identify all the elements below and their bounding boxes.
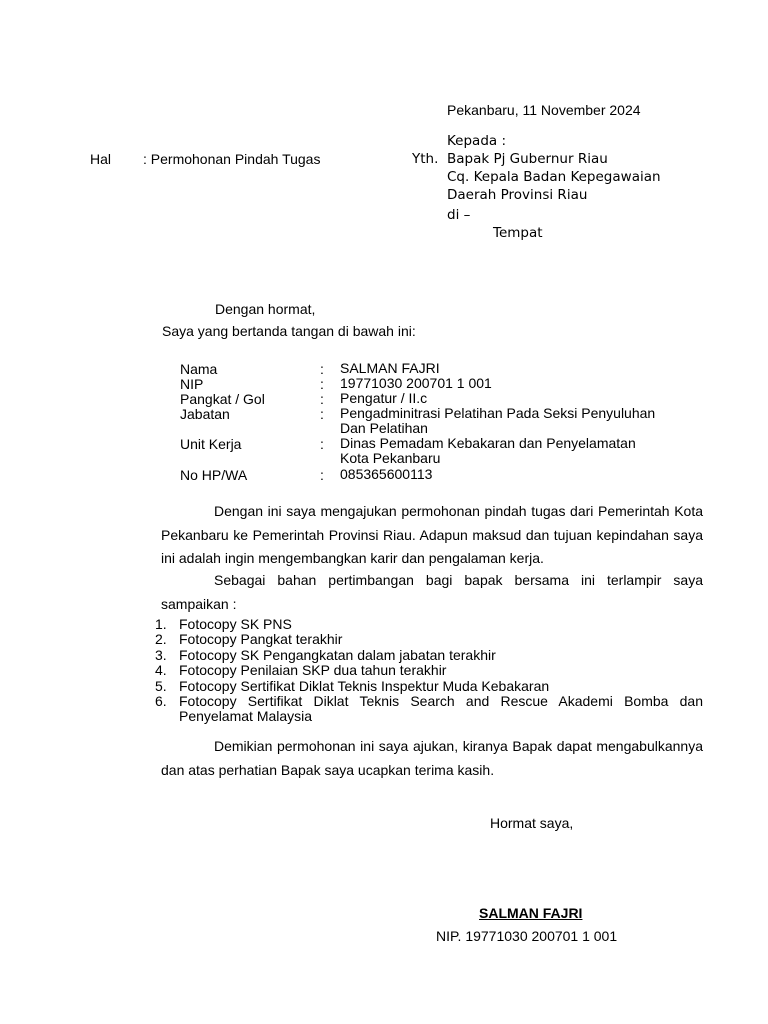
list-item-text: Fotocopy Pangkat terakhir (179, 631, 343, 648)
identity-value-continued: Dan Pelatihan (340, 420, 428, 436)
list-item (155, 617, 703, 632)
list-item (155, 632, 703, 647)
list-item-number: 4. (155, 662, 167, 679)
recipient-line-4: di – (447, 207, 471, 223)
greeting: Dengan hormat, (215, 301, 316, 317)
identity-value: 19771030 200701 1 001 (340, 375, 492, 391)
kepada-label: Kepada : (447, 133, 507, 149)
identity-colon: : (320, 406, 324, 422)
list-item (155, 648, 703, 663)
list-item-text: Fotocopy SK Pengangkatan dalam jabatan terakhir (179, 646, 496, 663)
identity-label: Nama (180, 361, 218, 377)
list-item (155, 694, 703, 725)
identity-value: Pengadminitrasi Pelatihan Pada Seksi Penyuluhan (340, 405, 656, 421)
attachment-list (155, 617, 703, 725)
recipient-line-3: Daerah Provinsi Riau (447, 187, 588, 203)
identity-colon: : (320, 436, 324, 452)
body-paragraph-attachments-intro: Sebagai bahan pertimbangan bagi bapak bersama ini terlampir saya sampaikan : (161, 572, 703, 612)
identity-value-continued: Kota Pekanbaru (340, 450, 441, 466)
list-item-text: Fotocopy SK PNS (179, 616, 292, 632)
intro-text: Saya yang bertanda tangan di bawah ini: (162, 323, 416, 339)
identity-value: Pengatur / II.c (340, 390, 428, 406)
list-item-number: 2. (155, 631, 167, 648)
body-paragraph-closing: Demikian permohonan ini saya ajukan, kiranya Bapak dapat mengabulkannya dan atas perhatian Bapak saya ucapkan terima kasih. (161, 738, 703, 778)
identity-label: NIP (180, 376, 204, 392)
place-date: Pekanbaru, 11 November 2024 (447, 102, 641, 118)
list-item-text: Fotocopy Penilaian SKP dua tahun terakhir (179, 662, 447, 679)
list-item-number: 3. (155, 646, 167, 663)
identity-colon: : (320, 376, 324, 392)
recipient-line-1: Bapak Pj Gubernur Riau (447, 151, 608, 167)
body-paragraph-request: Dengan ini saya mengajukan permohonan pindah tugas dari Pemerintah Kota Pekanbaru ke Pemerintah Provinsi Riau. Adapun maksud dan tujuan kepindahan saya ini adalah ingin mengembangkan karir dan pengalaman kerja. (161, 503, 703, 566)
list-item-number: 1. (155, 616, 167, 632)
identity-label: No HP/WA (180, 467, 248, 483)
recipient-line-2: Cq. Kepala Badan Kepegawaian (447, 169, 661, 185)
list-item-number: 5. (155, 677, 167, 694)
identity-value: Dinas Pemadam Kebakaran dan Penyelamatan (340, 435, 636, 451)
list-item (155, 663, 703, 678)
identity-colon: : (320, 467, 324, 483)
identity-label: Pangkat / Gol (180, 391, 265, 407)
identity-label: Unit Kerja (180, 436, 242, 452)
subject-label: Hal (90, 151, 112, 167)
list-item-text: Fotocopy Sertifikat Diklat Teknis Inspektur Muda Kebakaran (179, 677, 550, 694)
identity-label: Jabatan (180, 406, 230, 422)
signature-regards: Hormat saya, (490, 815, 574, 831)
identity-value: SALMAN FAJRI (340, 360, 440, 376)
subject-text: : Permohonan Pindah Tugas (143, 151, 321, 167)
identity-colon: : (320, 361, 324, 377)
yth-label: Yth. (412, 151, 439, 167)
identity-colon: : (320, 391, 324, 407)
list-item (155, 679, 703, 694)
recipient-place: Tempat (493, 225, 543, 241)
list-item-number: 6. (155, 693, 167, 710)
signature-name: SALMAN FAJRI (479, 905, 583, 921)
signature-nip: NIP. 19771030 200701 1 001 (436, 928, 618, 944)
list-item-text: Fotocopy Sertifikat Diklat Teknis Search and Rescue Akademi Bomba dan Penyelamat Malaysia (179, 693, 703, 725)
identity-value: 085365600113 (340, 466, 433, 482)
